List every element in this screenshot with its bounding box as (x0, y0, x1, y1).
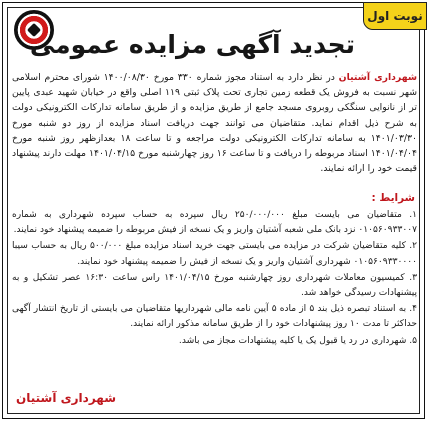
signature-organization: شهرداری آشتیان (16, 391, 117, 405)
conditions-list (12, 208, 417, 350)
notice-title: تجدید آگهی مزایده عمومی (29, 30, 355, 59)
condition-item: ۵. شهرداری در رد یا قبول یک یا کلیه پیشنهادات مجاز می باشد. (178, 335, 417, 346)
condition-item: ۳. کمیسیون معاملات شهرداری روز چهارشنبه مورخ ۱۴۰۱/۰۴/۱۵ راس ساعت ۱۶:۳۰ عصر تشکیل و به پیشنهادات رسیدگی خواهد شد. (12, 272, 417, 299)
notice-intro (12, 70, 417, 176)
condition-item: ۲. کلیه متقاضیان شرکت در مزایده می بایستی جهت خرید اسناد مزایده مبلغ ۵۰۰/۰۰۰ ریال به حساب سیبا ۰۱۰۵۶۰۹۳۳۰۰۰۰ شهرداری آشتیان واریز و یک نسخه از فیش را ضمیمه پیشنهاد خود نمایند. (12, 241, 417, 267)
condition-item: ۱. متقاضیان می بایست مبلغ ۲۵۰/۰۰۰/۰۰۰ ریال سپرده به حساب سپرده شهرداری به شماره ۰۱۰۵۶۰۹۳۳۰۰۷ نزد بانک ملی شعبه آشتیان واریز و یک نسخه از فیش مربوطه را ضمیمه پیشنهاد خود نمایند. (12, 210, 417, 236)
conditions-heading: شرایط : (371, 192, 415, 204)
intro-text: در نظر دارد به استناد مجوز شماره ۳۳۰ مورخ ۱۴۰۰/۰۸/۳۰ شورای محترم اسلامی شهر نسبت به فروش یک قطعه زمین تجاری تحت پلاک ثبتی ۱۱۹ اصلی واقع در خیابان شهید عبدی پایین تر از نانوایی سنگکی روبروی مسجد جامع از طریق مزایده و از طریق سامانه تدارکات الکترونیکی دولت به شرح ذیل اقدام نماید. متقاضیان می توانند جهت دریافت اسناد مزایده از روز دو شنبه مورخ ۱۴۰۱/۰۳/۳۰ به سامانه تدارکات الکترونیکی دولت مراجعه و تا ساعت ۱۸ بعدازظهر روز شنبه مورخ ۱۴۰۱/۰۴/۰۴ اسناد مربوطه را دریافت و تا ساعت ۱۶ روز چهارشنبه مورخ ۱۴۰۱/۰۴/۱۵ مهلت دارند پیشنهاد قیمت خود را ارائه نمایند. (12, 72, 418, 175)
publication-round-badge: نوبت اول (363, 2, 427, 30)
intro-organization-name: شهرداری آشتیان (338, 72, 417, 83)
intro-paragraph (12, 70, 417, 176)
condition-item: ۴. به استناد تبصره ذیل بند ۵ از ماده ۵ آیین نامه مالی شهرداریها متقاضیان می بایستی از تاریخ انتشار آگهی حداکثر تا مدت ۱۰ روز پیشنهادات خود را از طریق سامانه مذکور ارائه نمایند. (12, 304, 418, 330)
